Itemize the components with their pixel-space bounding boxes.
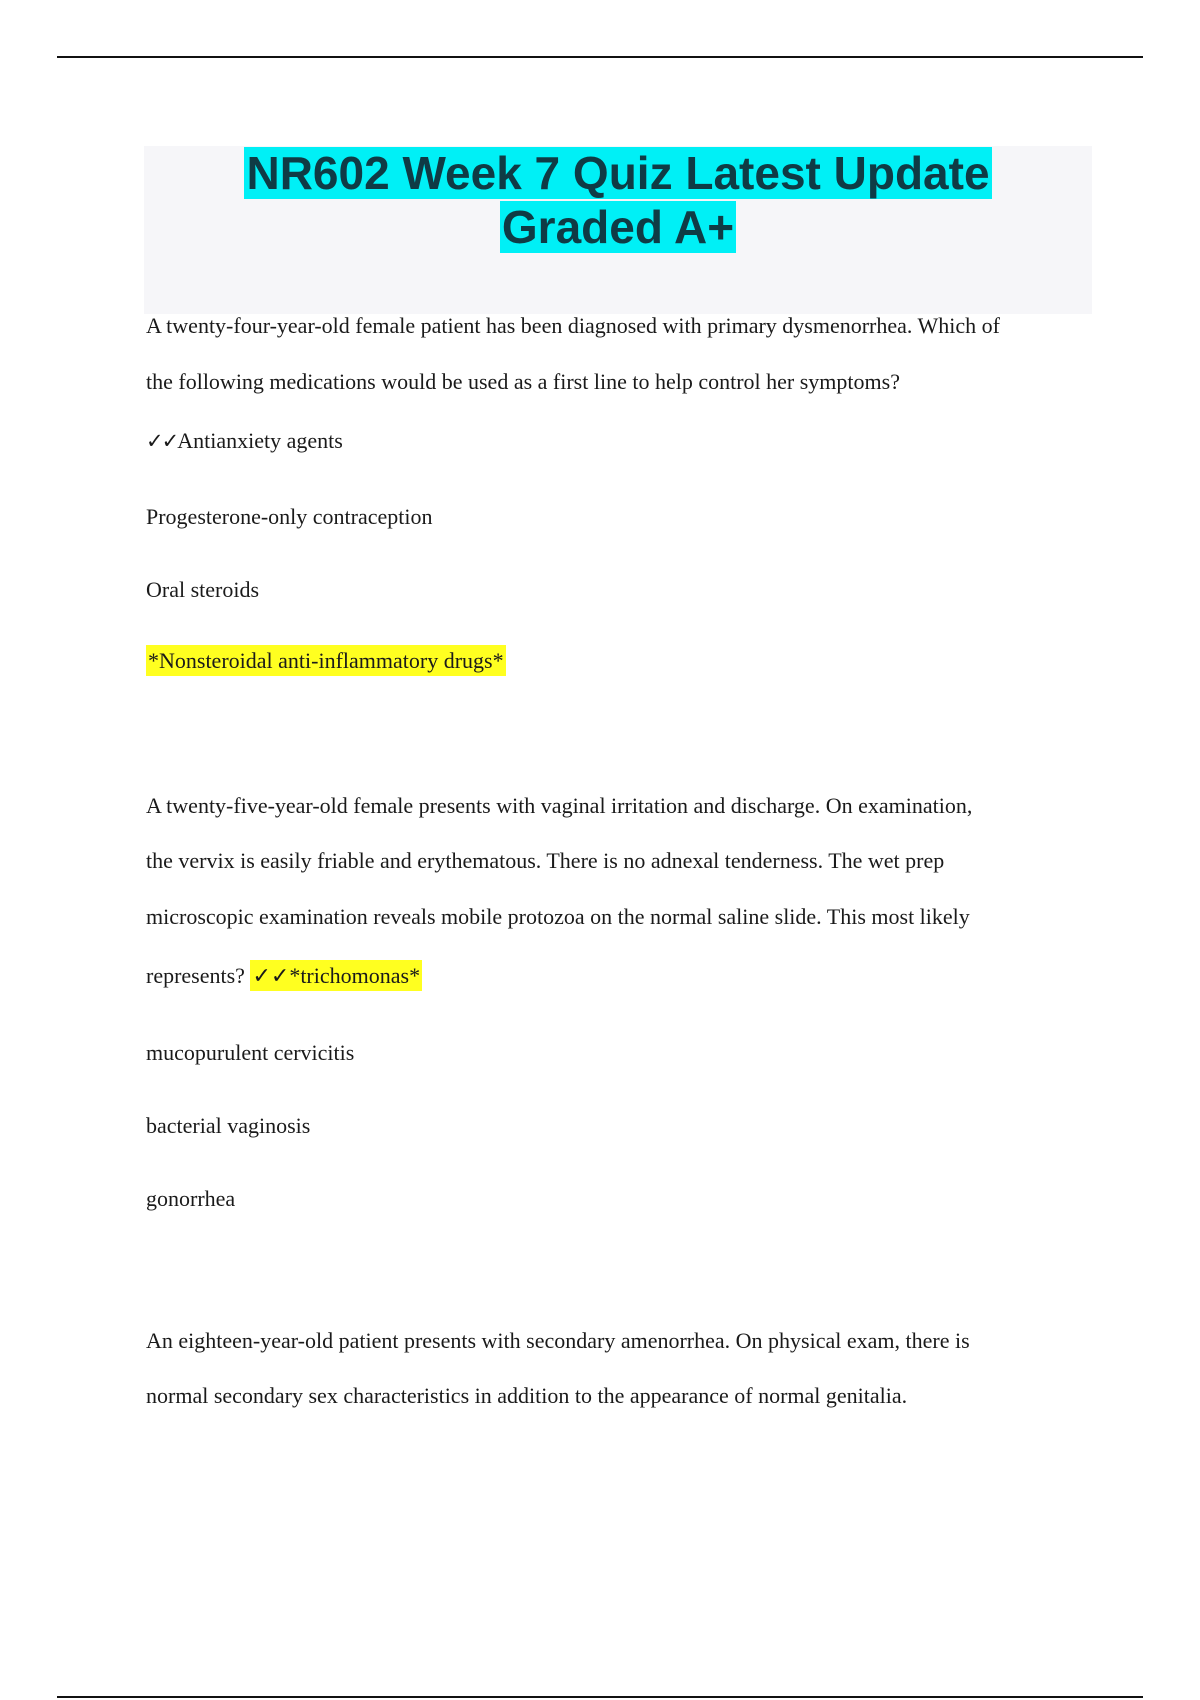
question-2-line-2: the vervix is easily friable and erythematous. There is no adnexal tenderness. The wet prep <box>146 848 945 873</box>
title-line-1: NR602 Week 7 Quiz Latest Update <box>246 147 990 199</box>
question-2-line-3: microscopic examination reveals mobile protozoa on the normal saline slide. This most likely <box>146 904 970 929</box>
question-1-line-2: the following medications would be used as a first line to help control her symptoms? <box>146 369 900 394</box>
footer-rule <box>57 1696 1143 1698</box>
question-2-option-1: mucopurulent cervicitis <box>146 1040 355 1065</box>
check-mark-icon: ✓✓ <box>146 429 178 453</box>
title-block <box>144 146 1092 314</box>
document-title <box>144 146 1092 254</box>
question-3-line-2: normal secondary sex characteristics in addition to the appearance of normal genitalia. <box>146 1383 908 1408</box>
question-2-option-3: gonorrhea <box>146 1186 236 1211</box>
question-2-line-4 <box>146 963 422 989</box>
option-text: Antianxiety agents <box>177 428 343 453</box>
question-1-correct-answer <box>146 648 506 674</box>
question-1-option-3: Oral steroids <box>146 577 260 602</box>
question-2-option-2: bacterial vaginosis <box>146 1113 311 1138</box>
question-2-correct-answer: ✓✓*trichomonas* <box>250 960 422 991</box>
question-3-line-1: An eighteen-year-old patient presents with secondary amenorrhea. On physical exam, there is <box>146 1328 970 1353</box>
question-2-line-1: A twenty-five-year-old female presents with vaginal irritation and discharge. On examination, <box>146 793 973 818</box>
question-2-prompt-end: represents? <box>146 963 245 988</box>
question-1-line-1: A twenty-four-year-old female patient has been diagnosed with primary dysmenorrhea. Which of <box>146 313 1000 338</box>
answer-highlight: *Nonsteroidal anti-inflammatory drugs* <box>146 645 506 676</box>
title-line-2: Graded A+ <box>501 201 735 253</box>
question-1-option-2: Progesterone-only contraception <box>146 504 433 529</box>
question-1-option-1 <box>146 428 343 454</box>
header-rule <box>57 56 1143 58</box>
